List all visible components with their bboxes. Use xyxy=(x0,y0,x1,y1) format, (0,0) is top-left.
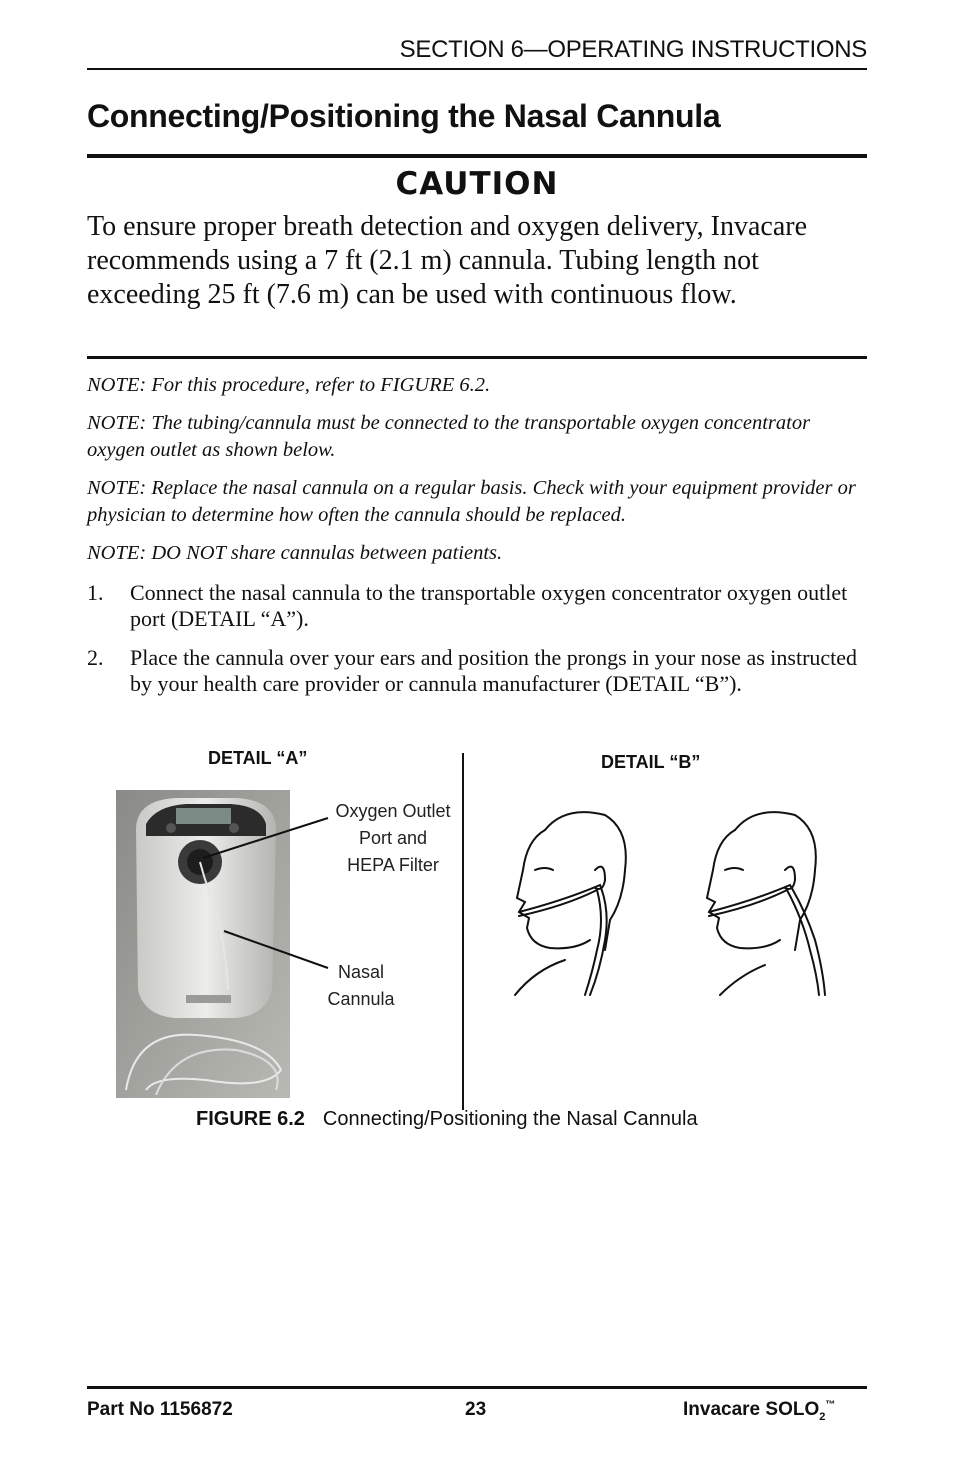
figure-caption-text: Connecting/Positioning the Nasal Cannula xyxy=(322,1108,698,1130)
step-text: Place the cannula over your ears and position the prongs in your nose as instructed by your health care provider or cannula manufacturer (DETAIL “B”). xyxy=(130,645,858,696)
footer-part-number: Part No 1156872 xyxy=(87,1399,233,1420)
note-3: NOTE: Replace the nasal cannula on a regular basis. Check with your equipment provider or physician to determine how often the cannula should be replaced. xyxy=(87,477,856,526)
caution-text: To ensure proper breath detection and oxygen delivery, Invacare recommends using a 7 ft (2.1 m) cannula. Tubing length not exceeding 25 ft (7.6 m) can be used with continuous flow. xyxy=(87,211,808,310)
concentrator-photo xyxy=(116,790,290,1098)
footer-rule xyxy=(87,1386,867,1389)
detail-a-label: DETAIL “A” xyxy=(208,748,308,768)
step-text: Connect the nasal cannula to the transportable oxygen concentrator oxygen outlet port (DETAIL “A”). xyxy=(130,580,848,631)
note-2: NOTE: The tubing/cannula must be connected to the transportable oxygen concentrator oxygen outlet as shown below. xyxy=(87,412,811,461)
step-number: 1. xyxy=(87,580,104,605)
title-rule xyxy=(87,154,867,158)
figure-caption xyxy=(196,1108,698,1131)
footer-page-number: 23 xyxy=(465,1399,487,1420)
note-4: NOTE: DO NOT share cannulas between patients. xyxy=(87,542,503,564)
head-profile-illustrations xyxy=(505,800,845,1000)
note-1: NOTE: For this procedure, refer to FIGURE 6.2. xyxy=(87,374,491,396)
detail-b-label: DETAIL “B” xyxy=(601,752,701,772)
callout-nasal-cannula: Nasal Cannula xyxy=(327,962,395,1009)
caution-rule xyxy=(87,356,867,359)
caution-heading: CAUTION xyxy=(395,166,559,202)
page-title: Connecting/Positioning the Nasal Cannula xyxy=(87,98,721,134)
section-label: SECTION 6—OPERATING INSTRUCTIONS xyxy=(399,36,867,63)
footer-product-name: Invacare $SOLO_2™$ xyxy=(683,1399,836,1423)
figure-number: FIGURE 6.2 xyxy=(196,1108,305,1130)
callout-oxygen-outlet: Oxygen Outlet Port and HEPA Filter xyxy=(335,801,451,875)
section-header xyxy=(87,36,867,70)
step-number: 2. xyxy=(87,645,104,670)
figure-divider xyxy=(462,753,464,1110)
